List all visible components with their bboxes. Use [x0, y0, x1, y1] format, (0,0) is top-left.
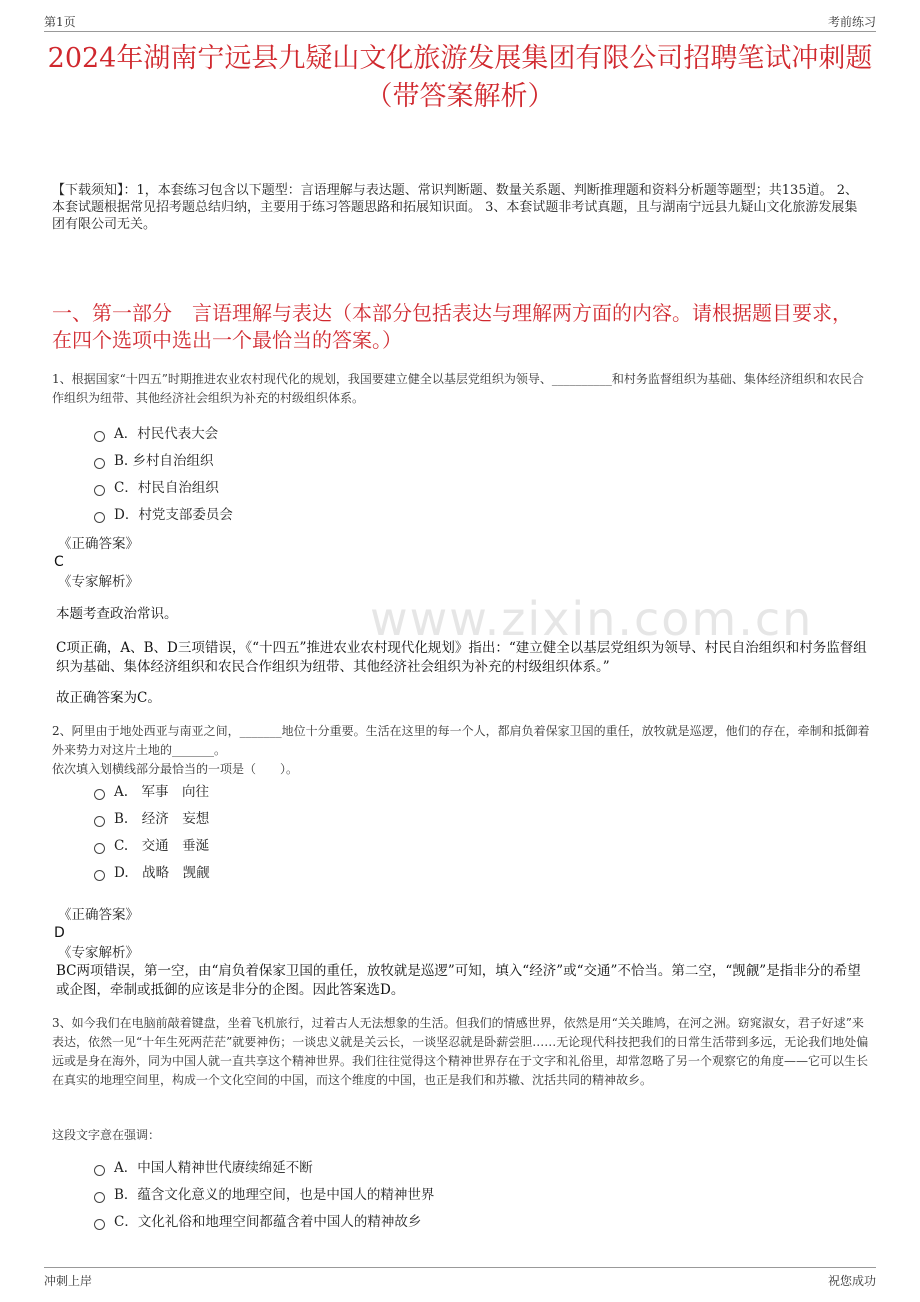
document-title: 2024年湖南宁远县九疑山文化旅游发展集团有限公司招聘笔试冲刺题（带答案解析）: [47, 43, 873, 112]
question-2-option-a[interactable]: A. 军事 向往: [94, 783, 209, 801]
question-2-option-b[interactable]: B. 经济 妄想: [94, 810, 209, 828]
radio-icon[interactable]: [94, 431, 105, 442]
question-1-option-b[interactable]: B. 乡村自治组织: [94, 452, 214, 470]
section-heading: 一、第一部分 言语理解与表达（本部分包括表达与理解两方面的内容。请根据题目要求，在四个选项中选出一个最恰当的答案。）: [52, 301, 852, 352]
question-2-stem: 2、阿里由于地处西亚与南亚之间，_______地位十分重要。生活在这里的每一个人，都肩负着保家卫国的重任，放牧就是巡逻，他们的存在，牵制和抵御着外来势力对这片土地的_______。: [52, 724, 870, 757]
watermark: www.zixin.com.cn: [370, 592, 814, 646]
header-label: 考前练习: [827, 15, 876, 29]
question-3-option-a[interactable]: A．中国人精神世代赓续绵延不断: [94, 1159, 313, 1177]
download-notice: 【下载须知】：1，本套练习包含以下题型：言语理解与表达题、常识判断题、数量关系题、判断推理题和资料分析题等题型；共135道。 2、本套试题根据常见招考题总结归纳，主要用于练习答题思路和拓展知识面。 3、本套试题非考试真题，且与湖南宁远县九疑山文化旅游发展集团有限公司无关。: [52, 183, 858, 232]
radio-icon[interactable]: [94, 1219, 105, 1230]
radio-icon[interactable]: [94, 870, 105, 881]
question-1-option-d[interactable]: D．村党支部委员会: [94, 506, 233, 524]
question-2-answer-label: 《正确答案》: [58, 907, 139, 923]
radio-icon[interactable]: [94, 1165, 105, 1176]
radio-icon[interactable]: [94, 816, 105, 827]
question-2-analysis-label: 《专家解析》: [58, 945, 139, 961]
radio-icon[interactable]: [94, 789, 105, 800]
question-2-analysis: BC两项错误，第一空，由“肩负着保家卫国的重任，放牧就是巡逻”可知，填入“经济”或“交通”不恰当。第二空，“觊觎”是指非分的希望或企图，牵制或抵御的应该是非分的企图。因此答案选D。: [56, 963, 861, 998]
question-1-stem: 1、根据国家“十四五”时期推进农业农村现代化的规划，我国要建立健全以基层党组织为领导、__________和村务监督组织为基础、集体经济组织和农民合作组织为纽带、其他经济社会组织为补充的村级组织体系。: [52, 372, 864, 405]
footer-divider: [44, 1267, 876, 1268]
question-1-analysis-p2: C项正确，A、B、D三项错误，《“十四五”推进农业农村现代化规划》指出：“建立健全以基层党组织为领导、村民自治组织和村务监督组织为基础、集体经济组织和农民合作组织为纽带、其他经济社会组织为补充的村级组织体系。”: [56, 640, 867, 675]
radio-icon[interactable]: [94, 458, 105, 469]
radio-icon[interactable]: [94, 485, 105, 496]
question-2-answer: D: [54, 925, 65, 941]
question-1-option-a[interactable]: A．村民代表大会: [94, 425, 218, 443]
question-1-analysis-label: 《专家解析》: [58, 574, 139, 590]
header-divider: [44, 31, 876, 32]
question-2-option-d[interactable]: D. 战略 觊觎: [94, 864, 210, 882]
question-3-prompt: 这段文字意在强调：: [52, 1128, 161, 1142]
footer-right-label: 祝您成功: [827, 1274, 876, 1288]
question-1-option-c[interactable]: C．村民自治组织: [94, 479, 219, 497]
question-1-analysis-p1: 本题考查政治常识。: [56, 606, 178, 622]
question-1-answer-label: 《正确答案》: [58, 536, 139, 552]
radio-icon[interactable]: [94, 512, 105, 523]
question-2-prompt: 依次填入划横线部分最恰当的一项是（ ）。: [52, 762, 299, 776]
question-3-option-c[interactable]: C．文化礼俗和地理空间都蕴含着中国人的精神故乡: [94, 1213, 421, 1231]
question-2-option-c[interactable]: C. 交通 垂涎: [94, 837, 209, 855]
footer-left-label: 冲刺上岸: [44, 1274, 93, 1288]
question-1-analysis-p3: 故正确答案为C。: [56, 690, 161, 706]
question-1-answer: C: [54, 554, 64, 570]
radio-icon[interactable]: [94, 1192, 105, 1203]
page-number: 第1页: [44, 15, 76, 29]
question-3-stem: 3、如今我们在电脑前敲着键盘，坐着飞机旅行，过着古人无法想象的生活。但我们的情感世界，依然是用“关关雎鸠，在河之洲。窈窕淑女，君子好逑”来表达，依然一见“十年生死两茫茫”就要神伤；一谈忠义就是关云长，一谈坚忍就是卧薪尝胆……无论现代科技把我们的日常生活带到多远，无论我们地处偏远或是身在海外，同为中国人就一直共享这个精神世界。我们往往觉得这个精神世界存在于文字和礼俗里，却常忽略了另一个观察它的角度——它可以生长在真实的地理空间里，构成一个文化空间的中国，而这个维度的中国，也正是我们和苏辙、沈括共同的精神故乡。: [52, 1016, 869, 1087]
radio-icon[interactable]: [94, 843, 105, 854]
question-3-option-b[interactable]: B．蕴含文化意义的地理空间，也是中国人的精神世界: [94, 1186, 434, 1204]
